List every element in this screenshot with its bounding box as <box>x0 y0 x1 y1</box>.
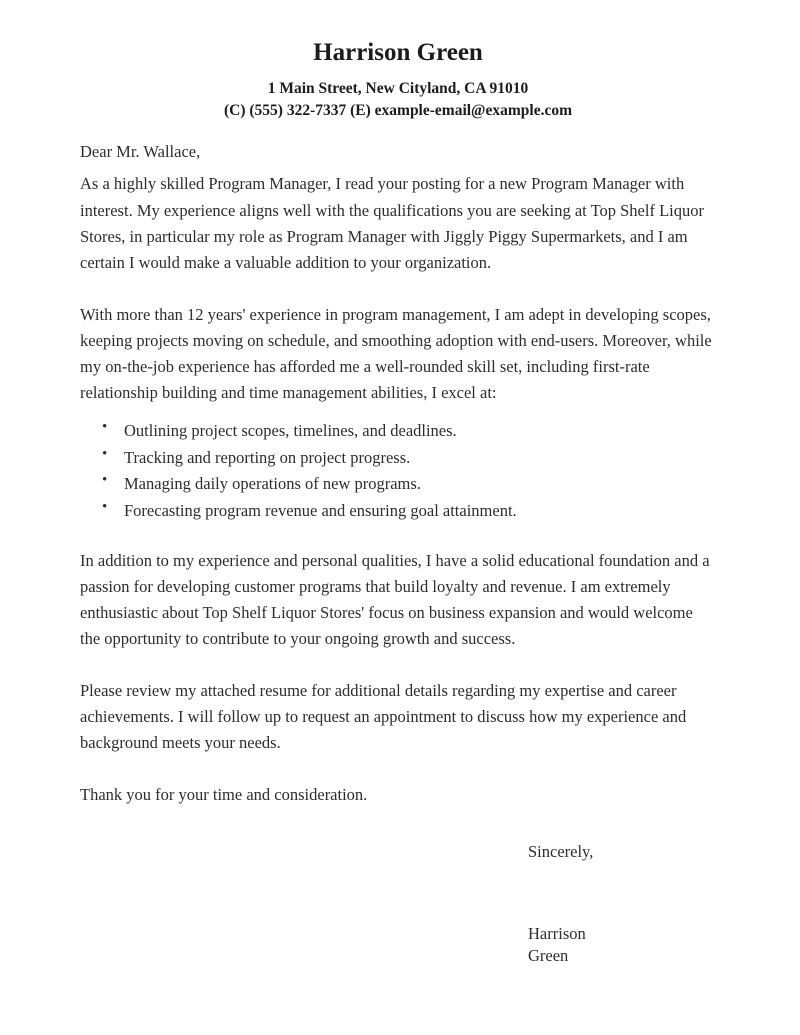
letter-header <box>80 38 716 121</box>
bullet-icon: • <box>102 418 108 435</box>
sender-name: Harrison Green <box>313 39 483 66</box>
list-item <box>102 447 716 469</box>
bullet-icon: • <box>102 499 108 516</box>
list-item <box>102 500 716 522</box>
paragraph-followup: Please review my attached resume for additional details regarding my expertise and career achievements. I will follow up to request an appointment to discuss how my experience and background meets your needs. <box>80 681 687 753</box>
list-item <box>102 473 716 495</box>
closing-line: Thank you for your time and consideration. <box>80 785 368 805</box>
signature-first-name: Harrison <box>528 923 586 943</box>
salutation: Dear Mr. Wallace, <box>80 142 201 162</box>
list-item-text: Tracking and reporting on project progress. <box>124 447 411 467</box>
signoff-block <box>528 839 716 968</box>
list-item-text: Forecasting program revenue and ensuring goal attainment. <box>124 501 517 521</box>
sender-contact: (C) (555) 322-7337 (E) example-email@example.com <box>223 101 572 119</box>
sender-address: 1 Main Street, New Cityland, CA 91010 <box>267 80 529 97</box>
list-item-text: Managing daily operations of new programs. <box>124 474 421 494</box>
bullet-icon: • <box>102 445 108 462</box>
skills-bullet-list <box>80 420 716 522</box>
paragraph-education: In addition to my experience and personal qualities, I have a solid educational foundation and a passion for developing customer programs that build loyalty and revenue. I am extremely enthusiastic about Top Shelf Liquor Stores' focus on business expansion and would welcome the opportunity to contribute to your ongoing growth and success. <box>80 551 710 649</box>
bullet-icon: • <box>102 472 108 489</box>
list-item <box>102 420 716 442</box>
signoff: Sincerely, <box>528 841 594 861</box>
signature-last-name: Green <box>528 945 569 965</box>
signature <box>528 923 716 968</box>
list-item-text: Outlining project scopes, timelines, and deadlines. <box>124 420 457 440</box>
paragraph-experience: With more than 12 years' experience in program management, I am adept in developing scopes, keeping projects moving on schedule, and smoothing adoption with end-users. Moreover, while my on-the-job experience has afforded me a well-rounded skill set, including first-rate relationship building and time management abilities, I excel at: <box>80 304 712 402</box>
paragraph-intro: As a highly skilled Program Manager, I read your posting for a new Program Manager with interest. My experience aligns well with the qualifications you are seeking at Top Shelf Liquor Stores, in particular my role as Program Manager with Jiggly Piggy Supermarkets, and I am certain I would make a valuable addition to your organization. <box>80 174 704 272</box>
